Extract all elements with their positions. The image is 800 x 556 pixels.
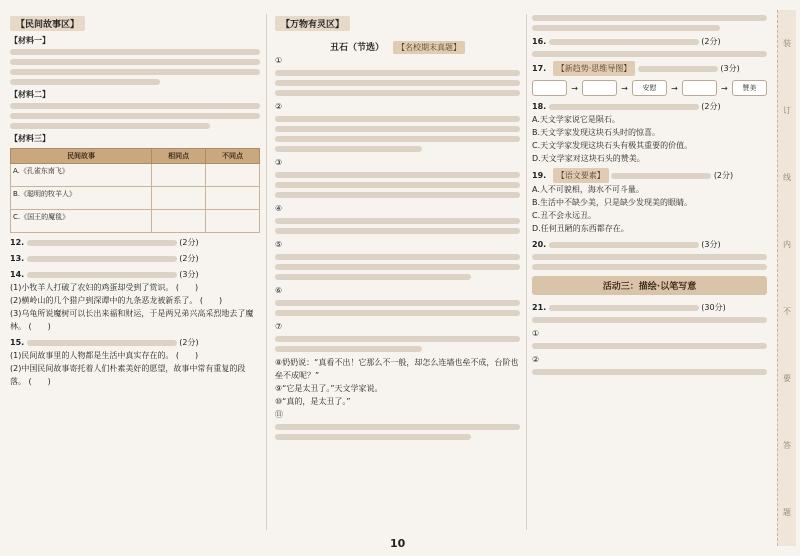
question-20-score: (3分) bbox=[701, 240, 721, 249]
arrow-icon: → bbox=[621, 83, 628, 93]
material-2-text-placeholder bbox=[10, 123, 210, 129]
folk-story-section-title: 【民间故事区】 bbox=[10, 16, 85, 31]
activity-three-banner: 活动三：描绘·以笔写意 bbox=[532, 276, 767, 295]
question-13-label: 13. bbox=[10, 254, 25, 263]
question-20[interactable] bbox=[532, 238, 767, 251]
comparison-table bbox=[10, 148, 260, 233]
question-19-label: 19. bbox=[532, 171, 547, 180]
story-text-placeholder bbox=[275, 80, 520, 86]
question-21-item-1 bbox=[532, 327, 767, 340]
story-text-placeholder bbox=[275, 116, 520, 122]
table-cell-common[interactable] bbox=[152, 210, 206, 233]
question-21-text-placeholder bbox=[532, 317, 767, 323]
option-a[interactable]: A.人不可貌相，海水不可斗量。 bbox=[532, 185, 644, 194]
story-text-placeholder bbox=[275, 346, 422, 352]
question-19[interactable] bbox=[532, 168, 767, 183]
story-text-placeholder bbox=[275, 434, 471, 440]
question-15-item-2-text: (2)中国民间故事寄托着人们朴素美好的愿望，故事中常有重复的段落。 bbox=[10, 364, 246, 386]
question-18-text-placeholder bbox=[549, 104, 699, 110]
paragraph-3 bbox=[275, 156, 520, 169]
dialog-line-3: ⑩“真的，是太丑了。” bbox=[275, 397, 351, 406]
story-text-placeholder bbox=[275, 146, 422, 152]
flow-box-5: 赞美 bbox=[732, 80, 767, 96]
question-16-label: 16. bbox=[532, 37, 547, 46]
paragraph-6 bbox=[275, 284, 520, 297]
question-21-label: 21. bbox=[532, 303, 547, 312]
left-column bbox=[10, 12, 260, 532]
question-17[interactable] bbox=[532, 61, 767, 76]
option-c[interactable]: C.丑不会永远丑。 bbox=[532, 211, 597, 220]
material-2-text-placeholder bbox=[10, 103, 260, 109]
table-cell-diff[interactable] bbox=[206, 210, 260, 233]
paragraph-mark: ② bbox=[275, 102, 283, 111]
story-text-placeholder bbox=[275, 228, 520, 234]
option-b[interactable]: B.生活中不缺少美，只是缺少发现美的眼睛。 bbox=[532, 198, 693, 207]
paragraph-mark: ③ bbox=[275, 158, 283, 167]
material-1-text-placeholder bbox=[10, 59, 260, 65]
page-number: 10 bbox=[390, 537, 406, 550]
middle-column bbox=[275, 12, 520, 532]
story-text-placeholder bbox=[275, 300, 520, 306]
arrow-icon: → bbox=[671, 83, 678, 93]
story-text-placeholder bbox=[275, 126, 520, 132]
question-17-score: (3分) bbox=[720, 64, 740, 73]
story-ending-placeholder bbox=[532, 25, 720, 31]
material-1-text-placeholder bbox=[10, 49, 260, 55]
paragraph-4 bbox=[275, 202, 520, 215]
question-15-item-1 bbox=[10, 349, 260, 362]
story-title: 丑石（节选） bbox=[329, 43, 384, 53]
question-19-text-placeholder bbox=[611, 173, 711, 179]
question-15-item-2 bbox=[10, 362, 260, 388]
column-divider bbox=[526, 14, 527, 530]
dialog-line-1: ⑧奶奶说：“真看不出！它那么不一般，却怎么连墙也垒不成，台阶也垒不成呢？” bbox=[275, 358, 519, 380]
table-header: 相同点 bbox=[152, 149, 206, 164]
cut-line-char: 答 bbox=[783, 441, 791, 450]
question-21-text-placeholder bbox=[532, 369, 767, 375]
paragraph-mark: ⑦ bbox=[275, 322, 283, 331]
answer-line[interactable] bbox=[532, 254, 767, 260]
table-cell-diff[interactable] bbox=[206, 187, 260, 210]
paragraph-1 bbox=[275, 54, 520, 67]
paragraph-mark: ⑥ bbox=[275, 286, 283, 295]
cut-line-char: 内 bbox=[783, 240, 791, 249]
question-21-text-placeholder bbox=[532, 343, 767, 349]
question-13-text-placeholder bbox=[27, 256, 177, 262]
question-15-text-placeholder bbox=[27, 340, 177, 346]
flow-box-4[interactable] bbox=[682, 80, 717, 96]
question-14-item-1-text: (1)小牧羊人打破了农妇的鸡蛋却受到了赏识。 bbox=[10, 283, 174, 292]
paragraph-5 bbox=[275, 238, 520, 251]
question-21-item-2 bbox=[532, 353, 767, 366]
table-cell-common[interactable] bbox=[152, 164, 206, 187]
option-d[interactable]: D.天文学家对这块石头的赞美。 bbox=[532, 154, 645, 163]
answer-line[interactable] bbox=[532, 51, 767, 57]
flow-box-1[interactable] bbox=[532, 80, 567, 96]
answer-paren[interactable]: ( ) bbox=[28, 377, 51, 386]
question-17-tag: 【新趋势·思维导图】 bbox=[553, 61, 636, 76]
exam-source-tag: 【名校期末真题】 bbox=[393, 41, 465, 54]
flow-box-3: 安慰 bbox=[632, 80, 667, 96]
arrow-icon: → bbox=[571, 83, 578, 93]
item-mark: ① bbox=[532, 329, 540, 338]
table-header: 民间故事 bbox=[11, 149, 152, 164]
item-mark: ② bbox=[532, 355, 540, 364]
binding-strip bbox=[777, 10, 796, 546]
story-text-placeholder bbox=[275, 90, 520, 96]
cut-line-char: 装 bbox=[783, 39, 791, 48]
question-18-label: 18. bbox=[532, 102, 547, 111]
answer-line[interactable] bbox=[532, 264, 767, 270]
paragraph-2 bbox=[275, 100, 520, 113]
answer-paren[interactable]: ( ) bbox=[28, 322, 51, 331]
story-text-placeholder bbox=[275, 310, 520, 316]
paragraph-7 bbox=[275, 320, 520, 333]
question-19-score: (2分) bbox=[713, 171, 734, 180]
question-15-item-1-text: (1)民间故事里的人物都是生活中真实存在的。 bbox=[10, 351, 174, 360]
right-column bbox=[532, 12, 767, 532]
question-14[interactable] bbox=[10, 268, 260, 281]
question-12[interactable] bbox=[10, 236, 260, 249]
table-cell-story: A.《孔雀东南飞》 bbox=[11, 164, 152, 187]
paragraph-mark: ⑤ bbox=[275, 240, 283, 249]
question-15-score: (2分) bbox=[179, 338, 199, 347]
question-16-score: (2分) bbox=[701, 37, 721, 46]
question-14-item-2-text: (2)横岭山的几个猎户到深谭中的九条恶龙被新系了。 bbox=[10, 296, 198, 305]
story-title-row bbox=[275, 35, 520, 54]
question-16[interactable] bbox=[532, 35, 767, 48]
question-18-score: (2分) bbox=[701, 102, 721, 111]
question-17-label: 17. bbox=[532, 64, 547, 73]
question-20-label: 20. bbox=[532, 240, 547, 249]
question-16-text-placeholder bbox=[549, 39, 699, 45]
flow-box-2[interactable] bbox=[582, 80, 617, 96]
question-18[interactable] bbox=[532, 100, 767, 113]
cut-line-char: 订 bbox=[783, 106, 791, 115]
question-13-score: (2分) bbox=[179, 254, 199, 263]
all-things-section-title: 【万物有灵区】 bbox=[275, 16, 350, 31]
table-cell-diff[interactable] bbox=[206, 164, 260, 187]
question-12-label: 12. bbox=[10, 238, 25, 247]
paragraph-11 bbox=[275, 408, 520, 421]
story-text-placeholder bbox=[275, 192, 520, 198]
story-text-placeholder bbox=[275, 424, 520, 430]
question-20-text-placeholder bbox=[549, 242, 699, 248]
table-row bbox=[11, 187, 260, 210]
paragraph-mark: ⑪ bbox=[275, 410, 283, 419]
cut-line-char: 题 bbox=[783, 508, 791, 517]
story-text-placeholder bbox=[275, 70, 520, 76]
arrow-icon: → bbox=[721, 83, 728, 93]
material-2-label: 【材料二】 bbox=[10, 90, 50, 99]
question-14-text-placeholder bbox=[27, 272, 177, 278]
story-text-placeholder bbox=[275, 136, 520, 142]
story-text-placeholder bbox=[275, 218, 520, 224]
feeling-flow bbox=[532, 80, 767, 96]
option-c[interactable]: C.天文学家发现这块石头有极其重要的价值。 bbox=[532, 141, 693, 150]
story-ending-placeholder bbox=[532, 15, 767, 21]
table-header: 不同点 bbox=[206, 149, 260, 164]
question-13[interactable] bbox=[10, 252, 260, 265]
table-cell-story: B.《聪明的牧羊人》 bbox=[11, 187, 152, 210]
column-divider bbox=[266, 14, 267, 530]
question-14-item-2 bbox=[10, 294, 260, 307]
story-text-placeholder bbox=[275, 182, 520, 188]
option-b[interactable]: B.天文学家发现这块石头时的惊喜。 bbox=[532, 128, 661, 137]
question-12-text-placeholder bbox=[27, 240, 177, 246]
table-cell-common[interactable] bbox=[152, 187, 206, 210]
question-14-score: (3分) bbox=[179, 270, 199, 279]
question-21[interactable] bbox=[532, 301, 767, 314]
story-text-placeholder bbox=[275, 336, 520, 342]
cut-line-char: 不 bbox=[783, 307, 791, 316]
question-14-item-3 bbox=[10, 307, 260, 333]
table-row bbox=[11, 164, 260, 187]
question-19-tag: 【语文要素】 bbox=[553, 168, 609, 183]
material-1-text-placeholder bbox=[10, 79, 160, 85]
question-15-label: 15. bbox=[10, 338, 25, 347]
answer-paren[interactable]: ( ) bbox=[175, 351, 199, 360]
answer-paren[interactable]: ( ) bbox=[175, 283, 199, 292]
paragraph-mark: ④ bbox=[275, 204, 283, 213]
question-21-text-placeholder bbox=[549, 305, 699, 311]
question-12-score: (2分) bbox=[179, 238, 199, 247]
story-text-placeholder bbox=[275, 172, 520, 178]
option-a[interactable]: A.天文学家说它是陨石。 bbox=[532, 115, 620, 124]
question-21-score: (30分) bbox=[701, 303, 726, 312]
material-1-label: 【材料一】 bbox=[10, 36, 50, 45]
question-14-item-1 bbox=[10, 281, 260, 294]
paragraph-mark: ① bbox=[275, 56, 283, 65]
story-text-placeholder bbox=[275, 274, 471, 280]
material-2-text-placeholder bbox=[10, 113, 260, 119]
table-cell-story: C.《国王的魔毯》 bbox=[11, 210, 152, 233]
dialog-line-2: ⑨“它是太丑了。”天文学家说。 bbox=[275, 384, 383, 393]
story-text-placeholder bbox=[275, 264, 520, 270]
cut-line-char: 线 bbox=[783, 173, 791, 182]
question-14-label: 14. bbox=[10, 270, 25, 279]
question-17-text-placeholder bbox=[638, 66, 718, 72]
material-1-text-placeholder bbox=[10, 69, 260, 75]
story-text-placeholder bbox=[275, 254, 520, 260]
answer-paren[interactable]: ( ) bbox=[199, 296, 223, 305]
table-row bbox=[11, 210, 260, 233]
cut-line-char: 要 bbox=[783, 374, 791, 383]
option-d[interactable]: D.任何丑陋的东西都存在。 bbox=[532, 224, 629, 233]
question-15[interactable] bbox=[10, 336, 260, 349]
question-14-item-3-text: (3)乌龟所说魔树可以长出来福和财运，于是两兄弟兴高采烈地去了魔林。 bbox=[10, 309, 254, 331]
material-3-label: 【材料三】 bbox=[10, 134, 50, 143]
